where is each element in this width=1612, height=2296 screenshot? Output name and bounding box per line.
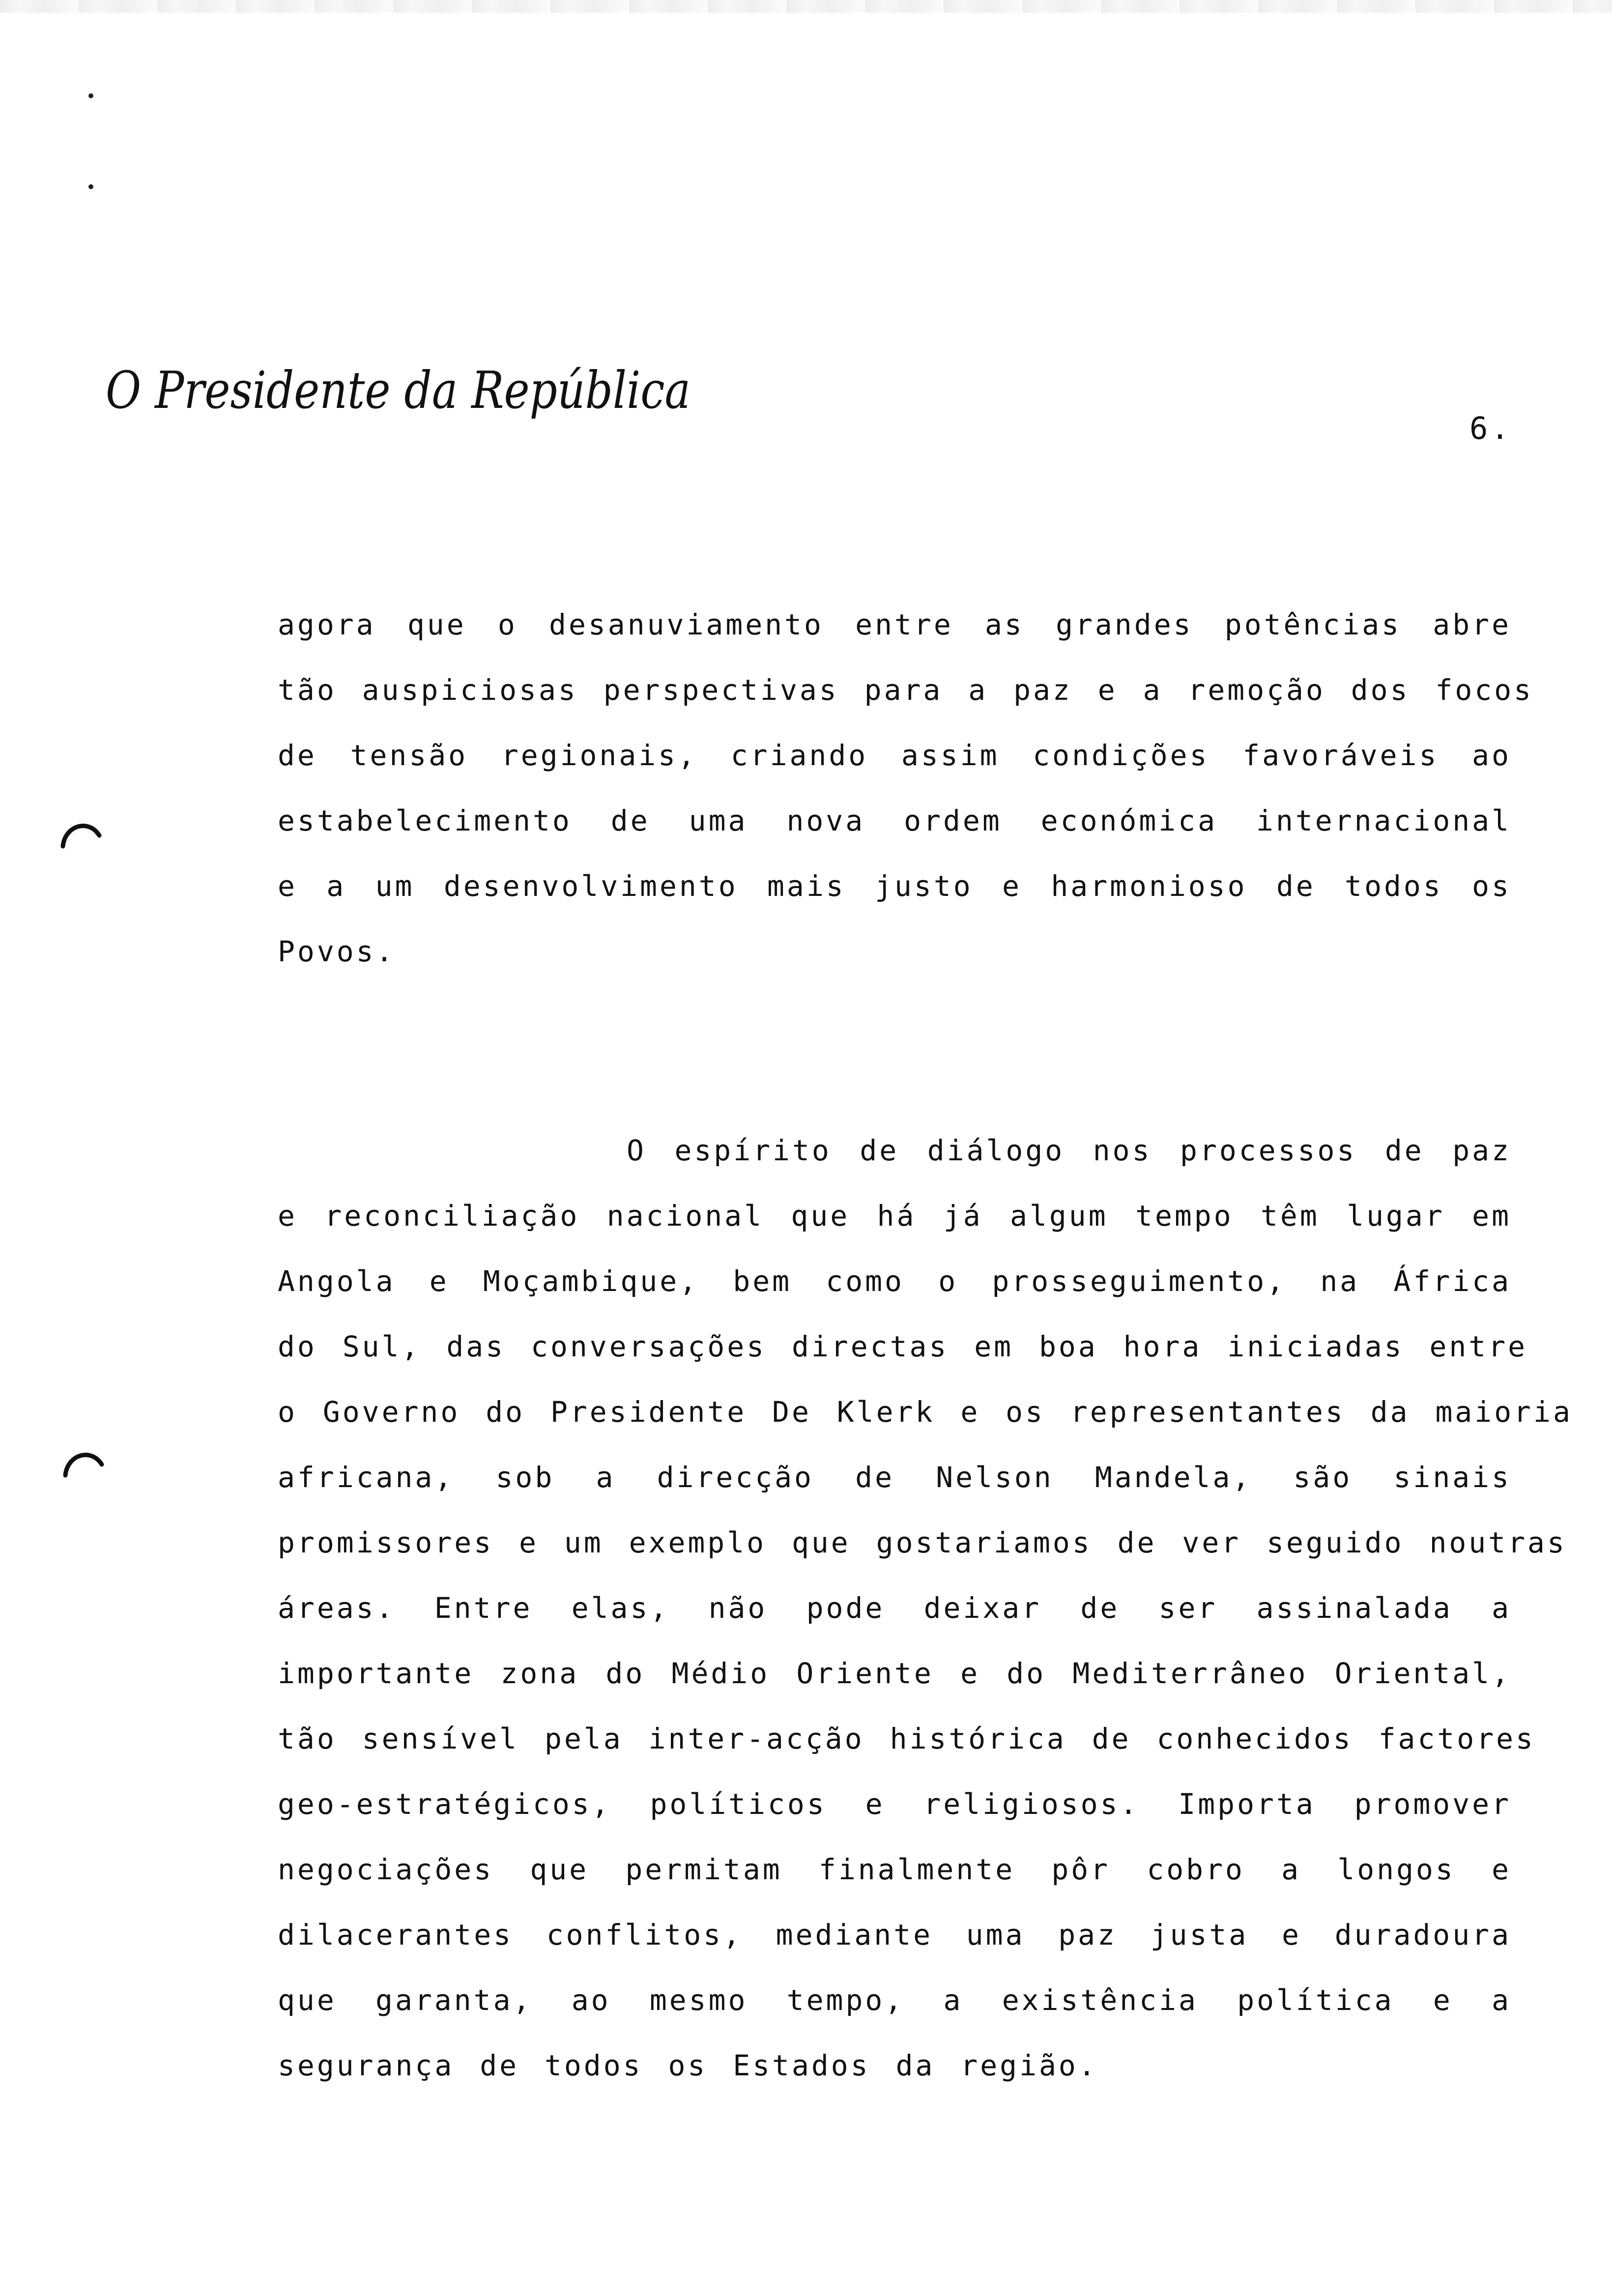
letterhead-title: O Presidente da República [106, 360, 691, 420]
text-line: estabelecimento de uma nova ordem económica internacional [278, 804, 1511, 837]
punch-hole-mark [59, 816, 103, 850]
text-line: Povos. [278, 935, 396, 968]
text-line: dilacerantes conflitos, mediante uma paz justa e duradoura [278, 1918, 1511, 1952]
text-line: africana, sob a direcção de Nelson Mandela, são sinais [278, 1461, 1511, 1494]
letterhead-script [106, 344, 695, 437]
text-line: segurança de todos os Estados da região. [278, 2049, 1098, 2082]
paragraph-1 [278, 592, 1534, 984]
paragraph-2 [278, 1118, 1573, 2098]
text-line: e reconciliação nacional que há já algum tempo têm lugar em [278, 1199, 1511, 1233]
text-line: O espírito de diálogo nos processos de paz [627, 1134, 1511, 1167]
text-line: o Governo do Presidente De Klerk e os representantes da maioria [278, 1395, 1573, 1429]
page-number: 6. [1469, 410, 1512, 446]
text-line: importante zona do Médio Oriente e do Mediterrâneo Oriental, [278, 1657, 1511, 1690]
text-line: áreas. Entre elas, não pode deixar de ser assinalada a [278, 1591, 1511, 1625]
margin-dot [88, 184, 93, 189]
text-line: promissores e um exemplo que gostariamos de ver seguido noutras [278, 1526, 1567, 1559]
text-line: agora que o desanuviamento entre as grandes potências abre [278, 608, 1511, 641]
text-line: que garanta, ao mesmo tempo, a existência política e a [278, 1983, 1511, 2017]
text-line: negociações que permitam finalmente pôr cobro a longos e [278, 1853, 1511, 1886]
text-line: e a um desenvolvimento mais justo e harmonioso de todos os [278, 869, 1511, 903]
punch-hole-mark [61, 1445, 106, 1479]
margin-dot [88, 93, 93, 98]
scan-edge-artifact [0, 0, 1612, 13]
text-line: Angola e Moçambique, bem como o prosseguimento, na África [278, 1264, 1511, 1298]
text-line: geo-estratégicos, políticos e religiosos. Importa promover [278, 1787, 1511, 1821]
text-line: do Sul, das conversações directas em boa hora iniciadas entre [278, 1330, 1528, 1363]
text-line: tão auspiciosas perspectivas para a paz e a remoção dos focos [278, 673, 1534, 707]
text-line: de tensão regionais, criando assim condições favoráveis ao [278, 739, 1511, 772]
text-line: tão sensível pela inter-acção histórica de conhecidos factores [278, 1722, 1535, 1755]
